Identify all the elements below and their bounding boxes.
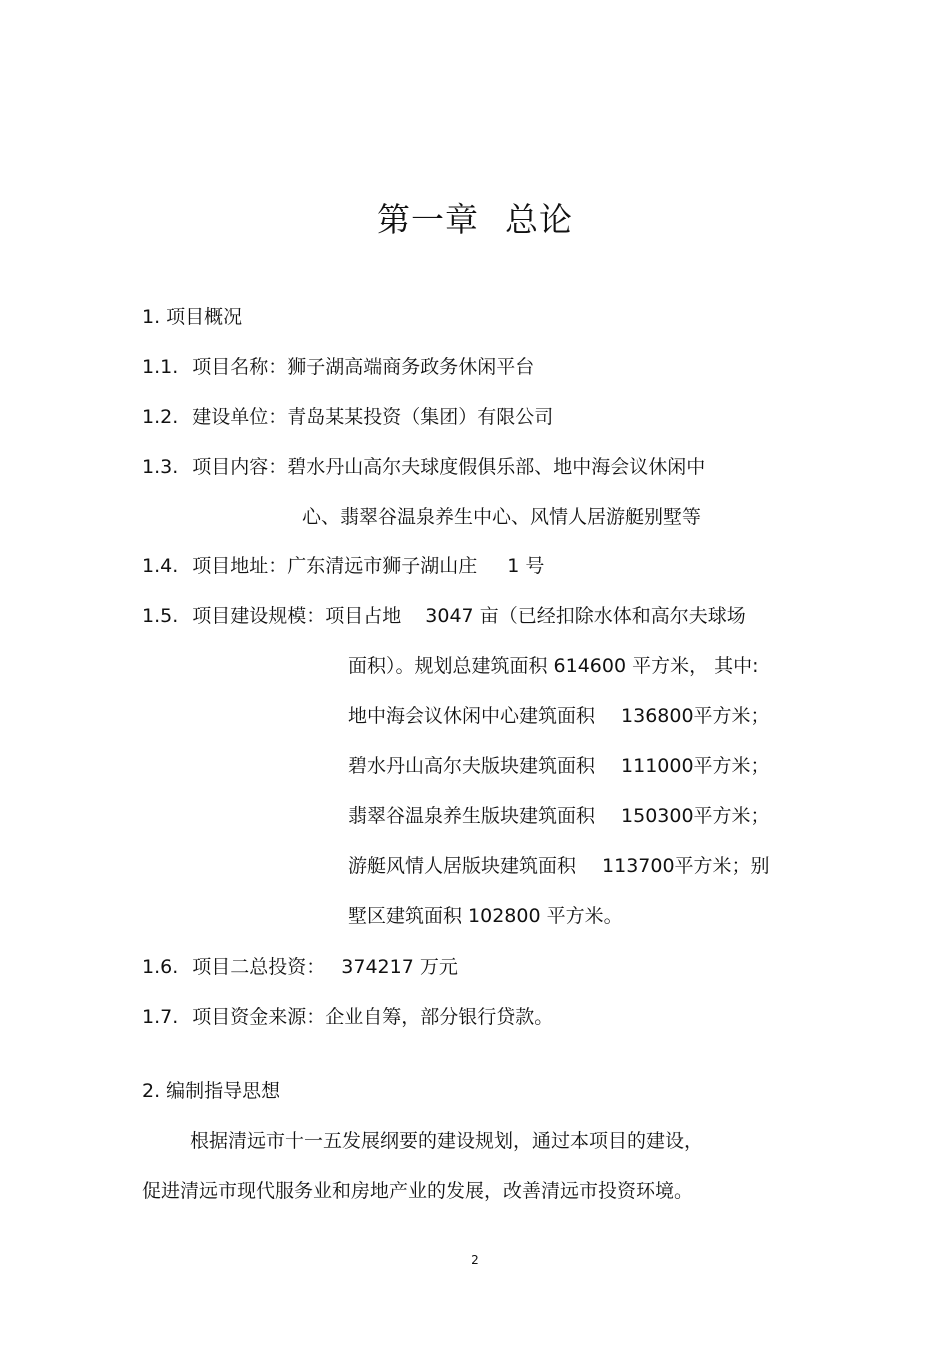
chapter-name: 总论 bbox=[505, 200, 573, 239]
item-1-6 bbox=[142, 952, 458, 982]
item-1-3-continuation: 心、翡翠谷温泉养生中心、风情人居游艇别墅等 bbox=[302, 506, 702, 528]
area-label: 游艇风情人居版块建筑面积 bbox=[348, 855, 577, 877]
item-text: 狮子湖高端商务政务休闲平台 bbox=[287, 356, 535, 378]
item-label: 项目内容： bbox=[192, 456, 288, 478]
chapter-title bbox=[0, 196, 950, 244]
item-text-num: 3047 亩（已经扣除水体和高尔夫球场 bbox=[425, 605, 746, 627]
item-number: 1.5. bbox=[142, 605, 179, 627]
item-label: 建设单位： bbox=[192, 406, 288, 428]
item-1-5-continuation-2 bbox=[348, 701, 770, 731]
item-text: 企业自筹，部分银行贷款。 bbox=[325, 1006, 554, 1028]
item-text-suffix: 1 号 bbox=[507, 555, 545, 577]
item-text: 碧水丹山高尔夫球度假俱乐部、地中海会议休闲中 bbox=[287, 456, 706, 478]
area-value: 150300平方米； bbox=[621, 805, 770, 827]
item-1-1 bbox=[142, 352, 534, 382]
item-text: 项目占地 bbox=[325, 605, 402, 627]
item-label: 项目名称： bbox=[192, 356, 288, 378]
section2-paragraph-line2: 促进清远市现代服务业和房地产业的发展，改善清远市投资环境。 bbox=[142, 1180, 694, 1202]
page-number: 2 bbox=[471, 1253, 479, 1267]
item-number: 1.4. bbox=[142, 555, 179, 577]
item-number: 1.6. bbox=[142, 956, 179, 978]
item-1-7 bbox=[142, 1002, 553, 1032]
chapter-number: 第一章 bbox=[377, 200, 479, 239]
item-label: 项目地址： bbox=[192, 555, 288, 577]
section1-heading: 1. 项目概况 bbox=[142, 306, 243, 328]
item-number: 1.7. bbox=[142, 1006, 179, 1028]
item-label: 项目资金来源： bbox=[192, 1006, 326, 1028]
section2-heading: 2. 编制指导思想 bbox=[142, 1080, 281, 1102]
item-1-4 bbox=[142, 551, 544, 581]
item-1-5-continuation-6: 墅区建筑面积 102800 平方米。 bbox=[348, 905, 623, 927]
item-1-5 bbox=[142, 601, 746, 631]
area-value: 136800平方米； bbox=[621, 705, 770, 727]
item-1-2 bbox=[142, 402, 553, 432]
item-1-5-continuation-1: 面积）。规划总建筑面积 614600 平方米， 其中: bbox=[348, 655, 759, 677]
section2-paragraph-line1: 根据清远市十一五发展纲要的建设规划，通过本项目的建设， bbox=[190, 1130, 704, 1152]
item-text: 青岛某某投资（集团）有限公司 bbox=[287, 406, 554, 428]
item-number: 1.1. bbox=[142, 356, 179, 378]
item-1-5-continuation-5 bbox=[348, 851, 770, 881]
item-1-3 bbox=[142, 452, 705, 482]
item-1-5-continuation-3 bbox=[348, 751, 770, 781]
item-1-5-continuation-4 bbox=[348, 801, 770, 831]
item-number: 1.3. bbox=[142, 456, 179, 478]
item-label: 项目二总投资： bbox=[192, 956, 326, 978]
item-label: 项目建设规模： bbox=[192, 605, 326, 627]
item-text: 广东清远市狮子湖山庄 bbox=[287, 555, 478, 577]
area-label: 翡翠谷温泉养生版块建筑面积 bbox=[348, 805, 596, 827]
item-number: 1.2. bbox=[142, 406, 179, 428]
area-label: 地中海会议休闲中心建筑面积 bbox=[348, 705, 596, 727]
item-text: 374217 万元 bbox=[341, 956, 458, 978]
area-label: 碧水丹山高尔夫版块建筑面积 bbox=[348, 755, 596, 777]
area-value: 113700平方米；别 bbox=[602, 855, 770, 877]
area-value: 111000平方米； bbox=[621, 755, 770, 777]
